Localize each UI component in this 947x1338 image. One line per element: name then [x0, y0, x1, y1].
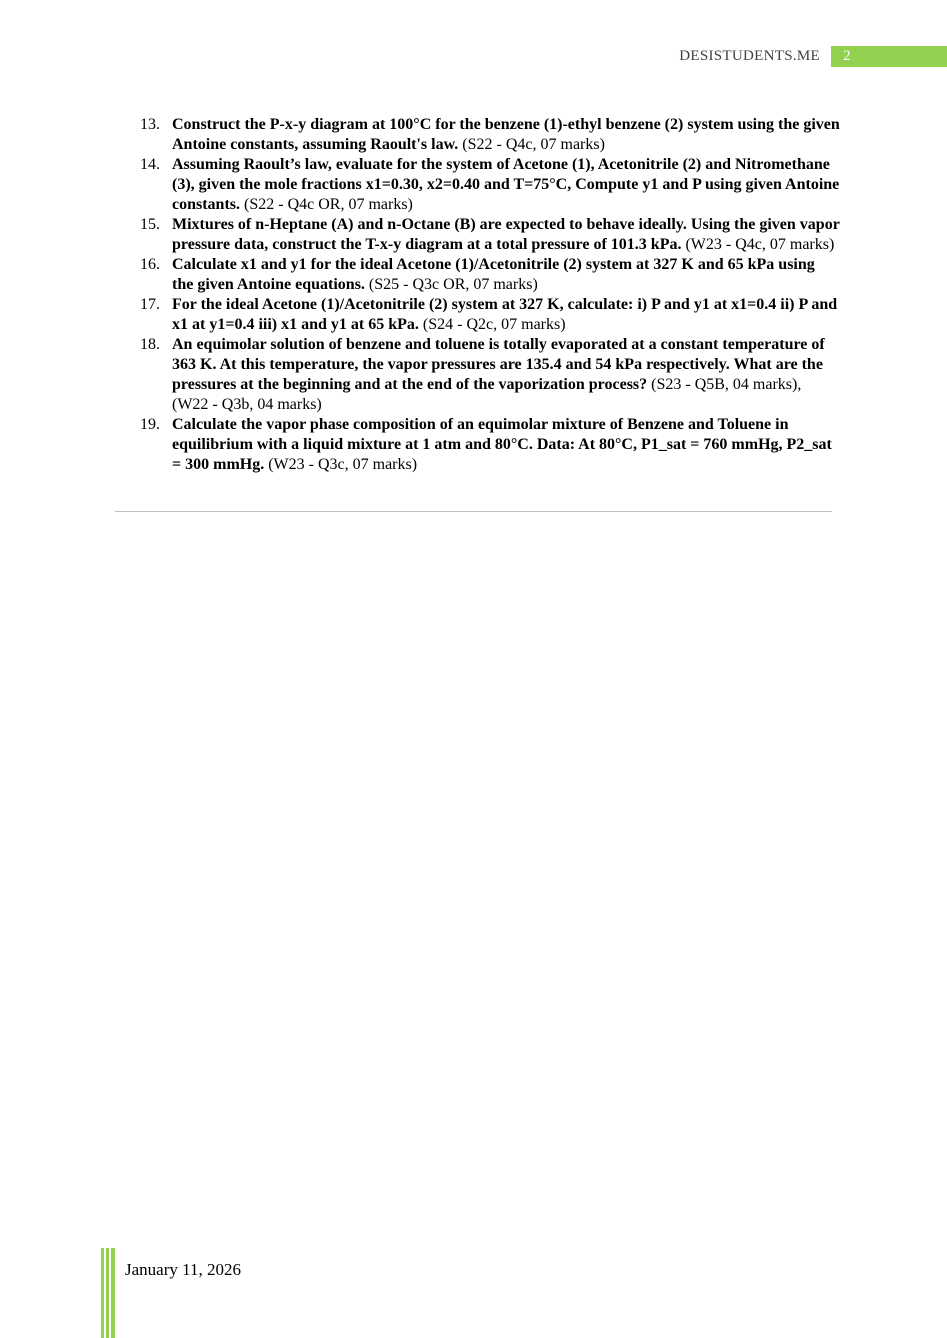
question-item — [140, 415, 840, 475]
question-item — [140, 115, 840, 155]
site-name: DESISTUDENTS.ME — [679, 48, 820, 64]
footer-date: January 11, 2026 — [125, 1260, 241, 1279]
question-reference: (W23 - Q4c, 07 marks) — [681, 236, 835, 253]
question-item — [140, 335, 840, 415]
question-body: Calculate x1 and y1 for the ideal Acetone (1)/Acetonitrile (2) system at 327 K and 65 kPa using the given Antoine equations. — [172, 256, 815, 293]
section-divider — [115, 511, 832, 512]
question-reference: (S22 - Q4c, 07 marks) — [458, 136, 605, 153]
question-number: 19. — [140, 416, 160, 433]
question-number: 13. — [140, 116, 160, 133]
question-text — [172, 415, 840, 475]
question-item — [140, 255, 840, 295]
question-body: Mixtures of n-Heptane (A) and n-Octane (B) are expected to behave ideally. Using the given vapor pressure data, construct the T-x-y diagram at a total pressure of 101.3 kPa. — [172, 216, 840, 253]
question-number: 14. — [140, 156, 160, 173]
question-reference: (S25 - Q3c OR, 07 marks) — [364, 276, 538, 293]
question-body: Calculate the vapor phase composition of an equimolar mixture of Benzene and Toluene in equilibrium with a liquid mixture at 1 atm and 80°C. Data: At 80°C, P1_sat = 760 mmHg, P2_sat = 300 mmHg. — [172, 416, 832, 473]
question-text — [172, 215, 840, 255]
question-item — [140, 215, 840, 255]
page-number-box — [831, 46, 947, 67]
question-reference: (S24 - Q2c, 07 marks) — [418, 316, 566, 333]
footer-accent-bars — [101, 1248, 117, 1338]
question-text — [172, 255, 840, 295]
question-text — [172, 155, 840, 215]
question-number: 18. — [140, 336, 160, 353]
question-reference: (S22 - Q4c OR, 07 marks) — [240, 196, 413, 213]
accent-bar — [111, 1248, 115, 1338]
question-item — [140, 155, 840, 215]
accent-bar — [106, 1248, 109, 1338]
question-body: For the ideal Acetone (1)/Acetonitrile (2) system at 327 K, calculate: i) P and y1 at x1=0.4 ii) P and x1 at y1=0.4 iii) x1 and y1 at 65 kPa. — [172, 296, 838, 333]
question-reference: (S23 - Q5B, 04 marks), (W22 - Q3b, 04 marks) — [172, 376, 802, 413]
question-number: 16. — [140, 256, 160, 273]
question-text — [172, 295, 840, 335]
page-header — [0, 46, 947, 68]
question-list — [140, 115, 840, 475]
question-text — [172, 115, 840, 155]
question-reference: (W23 - Q3c, 07 marks) — [264, 456, 418, 473]
question-body: Construct the P-x-y diagram at 100°C for the benzene (1)-ethyl benzene (2) system using the given Antoine constants, assuming Raoult's law. — [172, 116, 840, 153]
question-item — [140, 295, 840, 335]
question-body: Assuming Raoult’s law, evaluate for the system of Acetone (1), Acetonitrile (2) and Nitromethane (3), given the mole fractions x1=0.30, x2=0.40 and T=75°C, Compute y1 and P using given Antoine constants. — [172, 156, 840, 213]
question-body: An equimolar solution of benzene and toluene is totally evaporated at a constant temperature of 363 K. At this temperature, the vapor pressures are 135.4 and 54 kPa respectively. What are the pressures at the beginning and at the end of the vaporization process? — [172, 336, 825, 393]
question-text — [172, 335, 840, 415]
question-number: 15. — [140, 216, 160, 233]
page-number: 2 — [843, 48, 851, 64]
accent-bar — [101, 1248, 104, 1338]
question-number: 17. — [140, 296, 160, 313]
